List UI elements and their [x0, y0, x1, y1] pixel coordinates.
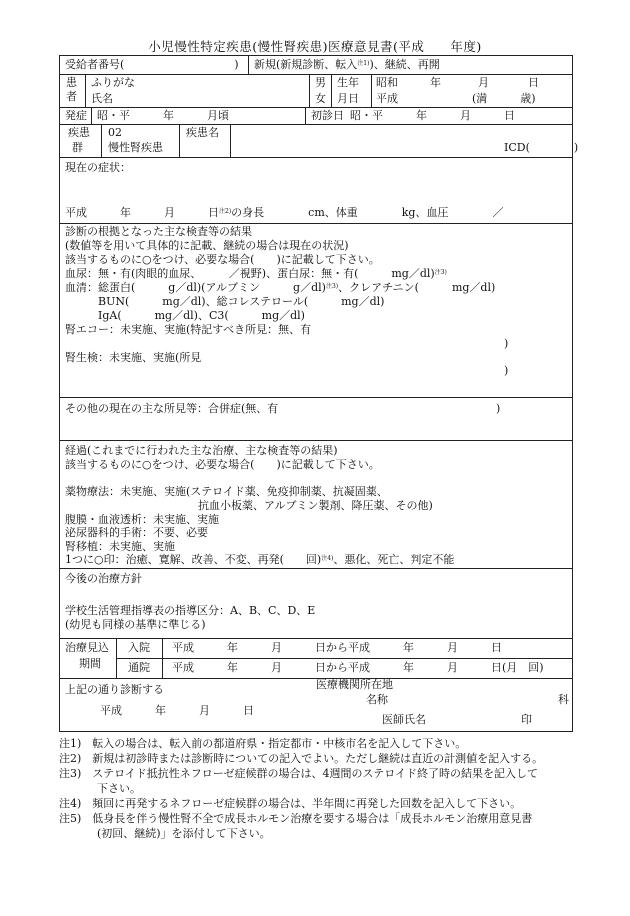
institution-name[interactable]: 名称 — [366, 693, 388, 706]
col-divider — [331, 74, 332, 107]
onset-value[interactable]: 昭・平 年 月頃 — [97, 109, 229, 122]
school-guidance-note: (幼児も同様の基準に準じる) — [65, 618, 206, 631]
institution-address[interactable]: 医療機関所在地 — [316, 678, 393, 691]
tests-heading: 診断の根拠となった主な検査等の結果 — [65, 225, 252, 238]
footnote: (初回、継続)」を添付して下さい。 — [97, 827, 271, 840]
footnote: 注4) 頻回に再発するネフローゼ症候群の場合は、半年間に再発した回数を記入して下さい。 — [59, 797, 522, 810]
doctor-name[interactable]: 医師氏名 — [382, 713, 426, 726]
row-divider — [60, 638, 572, 639]
patient-age[interactable]: (満 歳) — [472, 92, 536, 105]
disease-group-code: 02 — [108, 126, 122, 139]
footnote: 下さい。 — [97, 782, 141, 795]
serum-test[interactable]: 血清：総蛋白( g／dl)(アルブミン g／dl)$^{注3)}$、クレアチニン( mg／dl) — [65, 281, 496, 294]
echo-close: ) — [504, 337, 509, 350]
col-divider — [101, 124, 102, 157]
renal-echo[interactable]: 腎エコー：未実施、実施(特記すべき所見：無、有 — [65, 323, 312, 336]
sex-male[interactable]: 男 — [315, 76, 326, 89]
outpatient-period[interactable]: 平成 年 月 日から平成 年 月 日(月 回) — [172, 661, 544, 674]
drug-therapy-cont[interactable]: 抗血小板薬、アルブミン製剤、降圧薬、その他) — [198, 499, 433, 512]
first-visit-value[interactable]: 昭・平 年 月 日 — [350, 109, 515, 122]
footnote: 注2) 新規は初診時または診断時についての記入でよい。ただし継続は直近の計測値を記入する。 — [59, 752, 544, 765]
birth-label: 生年 — [337, 76, 359, 89]
footnote: 注1) 転入の場合は、転入前の都道府県・指定都市・中核市名を記入して下さい。 — [59, 737, 467, 750]
col-divider — [248, 56, 249, 74]
row-divider — [60, 124, 572, 125]
seal: 印 — [521, 713, 532, 726]
biopsy-close: ) — [504, 364, 509, 377]
patient-label: 患者 — [66, 76, 77, 103]
kidney-transplant[interactable]: 腎移植：未実施、実施 — [65, 540, 175, 553]
footnote: 注5) 低身長を伴う慢性腎不全で成長ホルモン治療を要する場合は「成長ホルモン治療用意見書 — [59, 812, 533, 825]
row-divider — [60, 397, 572, 398]
birth-year: 年 — [430, 76, 441, 89]
period-label: 期間 — [79, 657, 101, 670]
disease-group-label: 疾患 — [68, 126, 90, 139]
row-divider — [60, 568, 572, 569]
period-label: 治療見込 — [65, 641, 109, 654]
urologic-surgery[interactable]: 泌尿器科的手術：不要、必要 — [65, 526, 208, 539]
disease-group-label: 群 — [72, 141, 83, 154]
col-divider — [179, 124, 180, 157]
recipient-number[interactable]: 受給者番号( ) — [65, 58, 239, 71]
measurement-line[interactable]: 平成 年 月 日$^{注2)}$の身長 cm、体重 kg、血圧 ／ — [65, 206, 504, 219]
plan-label: 今後の治療方針 — [65, 572, 142, 585]
col-divider — [91, 107, 92, 124]
col-divider — [230, 124, 231, 157]
row-divider — [116, 658, 572, 659]
row-divider — [60, 223, 572, 224]
department: 科 — [558, 693, 569, 706]
col-divider — [371, 74, 372, 107]
course-heading: 経過(これまでに行われた主な治療、主な検査等の結果) — [65, 444, 338, 457]
dialysis[interactable]: 腹膜・血液透析：未実施、実施 — [65, 513, 219, 526]
signature-date[interactable]: 平成 年 月 日 — [100, 704, 254, 717]
col-divider — [85, 74, 86, 107]
col-divider — [309, 74, 310, 107]
other-findings-close: ) — [496, 402, 501, 415]
icd-field[interactable]: ICD( ) — [504, 141, 579, 154]
row-divider — [60, 74, 572, 75]
birth-day: 日 — [528, 76, 539, 89]
tests-instruction: 該当するものに○をつけ、必要な場合( )に記載して下さい。 — [65, 253, 380, 266]
row-divider — [60, 107, 572, 108]
disease-group-name: 慢性腎疾患 — [108, 141, 163, 154]
footnote: 注3) ステロイド抵抗性ネフローゼ症候群の場合は、4週間のステロイド終了時の結果を記入して — [59, 767, 538, 780]
col-divider — [162, 638, 163, 678]
drug-therapy[interactable]: 薬物療法：未実施、実施(ステロイド薬、免疫抑制薬、抗凝固薬、 — [65, 485, 388, 498]
furigana-label: ふりがな — [91, 76, 135, 89]
iga-test[interactable]: IgA( mg／dl)、C3( mg／dl) — [98, 309, 305, 322]
sex-female[interactable]: 女 — [315, 92, 326, 105]
era-heisei[interactable]: 平成 — [376, 92, 398, 105]
form-title: 小児慢性特定疾患(慢性腎疾患)医療意見書(平成 年度) — [148, 39, 482, 54]
tests-instruction: (数値等を用いて具体的に記載、継続の場合は現在の状況) — [65, 239, 349, 252]
outpatient-label: 通院 — [128, 661, 150, 674]
birth-month: 月 — [478, 76, 489, 89]
first-visit-label: 初診日 — [311, 109, 344, 122]
birth-label: 月日 — [337, 92, 359, 105]
course-instruction: 該当するものに○をつけ、必要な場合( )に記載して下さい。 — [65, 458, 380, 471]
col-divider — [116, 638, 117, 678]
inpatient-period[interactable]: 平成 年 月 日から平成 年 月 日 — [172, 641, 502, 654]
disease-name-label: 疾患名 — [186, 126, 219, 139]
col-divider — [305, 107, 306, 124]
row-divider — [60, 440, 572, 441]
renal-biopsy[interactable]: 腎生検：未実施、実施(所見 — [65, 351, 202, 364]
symptoms-label: 現在の症状： — [65, 161, 131, 174]
urine-test[interactable]: 血尿：無・有(肉眼的血尿、 ／視野)、蛋白尿：無・有( mg／dl)$^{注3)}$ — [65, 267, 447, 280]
bun-test[interactable]: BUN( mg／dl)、総コレステロール( mg／dl) — [98, 295, 385, 308]
registration-type[interactable]: 新規(新規診断、転入$^{注1)}$)、継続、再開 — [254, 58, 440, 71]
other-findings[interactable]: その他の現在の主な所見等：合併症(無、有 — [65, 402, 279, 415]
school-guidance[interactable]: 学校生活管理指導表の指導区分：A、B、C、D、E — [65, 604, 316, 617]
row-divider — [60, 157, 572, 158]
era-showa[interactable]: 昭和 — [376, 76, 398, 89]
onset-label: 発症 — [65, 109, 87, 122]
inpatient-label: 入院 — [128, 641, 150, 654]
diagnosis-statement: 上記の通り診断する — [65, 683, 164, 696]
opinion-form — [59, 55, 579, 732]
outcome[interactable]: 1つに○印：治癒、寛解、改善、不変、再発( 回)$^{注4)}$、悪化、死亡、判定不能 — [65, 553, 455, 566]
name-label: 氏名 — [91, 92, 113, 105]
